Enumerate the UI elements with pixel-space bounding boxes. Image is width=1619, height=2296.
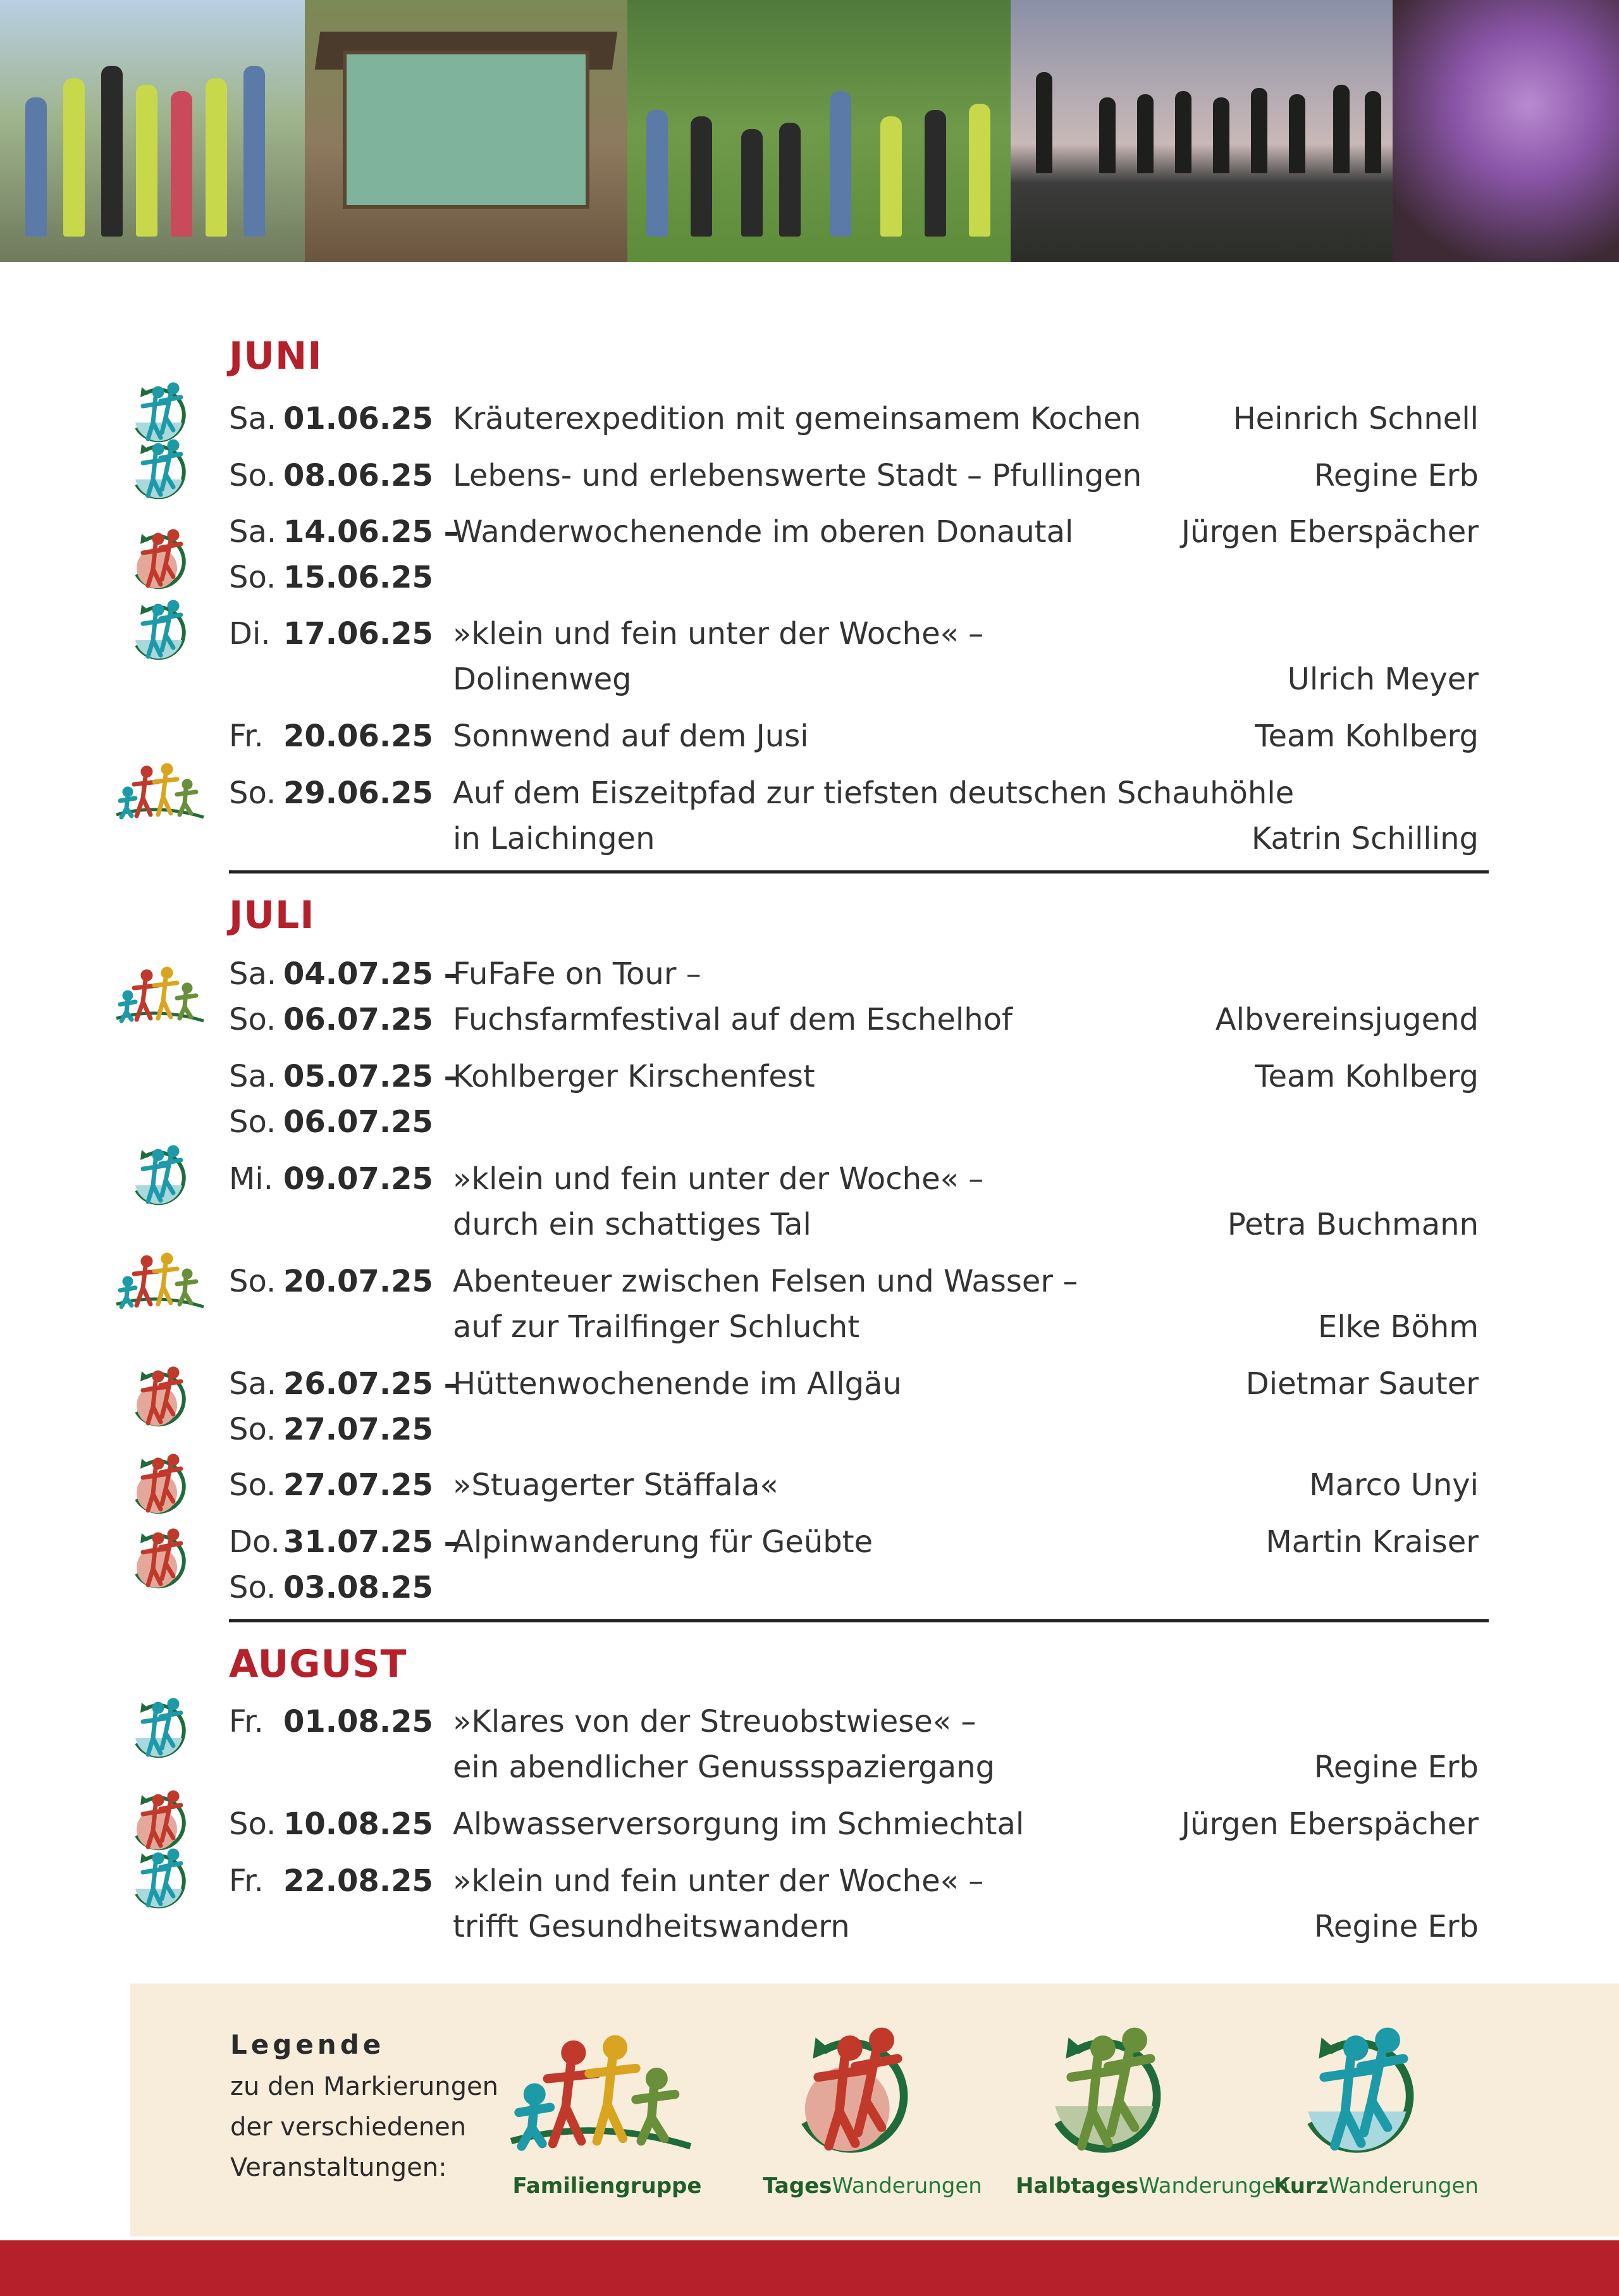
event-organizer: Elke Böhm: [1317, 1309, 1479, 1345]
event-title-cont: Fuchsfarmfestival auf dem Eschelhof: [453, 1002, 1013, 1037]
tageswanderungen-icon: [124, 1362, 194, 1432]
tageswanderungen-icon: [124, 1524, 194, 1594]
event-title: Lebens- und erlebenswerte Stadt – Pfullingen: [453, 458, 1142, 493]
event-title: Abenteuer zwischen Felsen und Wasser –: [453, 1264, 1078, 1299]
event-organizer: Team Kohlberg: [1255, 719, 1479, 754]
event-title-cont: ein abendlicher Genussspaziergang: [453, 1750, 995, 1785]
event-date: 22.08.25: [283, 1863, 433, 1899]
event-organizer: Petra Buchmann: [1227, 1207, 1479, 1242]
event-date: 10.08.25: [283, 1806, 433, 1842]
event-title: Kräuterexpedition mit gemeinsamem Kochen: [453, 401, 1142, 436]
familiengruppe-icon: [114, 1249, 206, 1312]
kurzwanderungen-icon: [124, 1844, 194, 1914]
kurzwanderungen-icon: [124, 1141, 194, 1211]
legend-label-bold: Tages: [763, 2173, 832, 2199]
event-day: Sa.: [229, 1366, 277, 1402]
event-title: »klein und fein unter der Woche« –: [453, 1161, 984, 1197]
legend-label: [763, 2173, 982, 2199]
familiengruppe-icon: [114, 759, 206, 822]
event-date-end: 06.07.25: [283, 1104, 433, 1140]
event-organizer: Ulrich Meyer: [1287, 662, 1479, 697]
month-heading: JULI: [229, 893, 315, 937]
event-title-cont: durch ein schattiges Tal: [453, 1207, 811, 1242]
event-title: »klein und fein unter der Woche« –: [453, 1863, 984, 1899]
event-date: 04.07.25 –: [283, 956, 459, 992]
legend-label: [1016, 2173, 1289, 2199]
event-organizer: Albvereinsjugend: [1215, 1002, 1479, 1037]
legend-item-halbtages: [1016, 2019, 1289, 2209]
event-day: Fr.: [229, 719, 264, 754]
section-divider: [229, 1619, 1489, 1622]
event-organizer: Team Kohlberg: [1255, 1059, 1479, 1094]
event-date: 29.06.25: [283, 775, 433, 811]
event-title: »Klares von der Streuobstwiese« –: [453, 1704, 976, 1739]
familiengruppe-icon: [506, 2025, 696, 2158]
event-organizer: Jürgen Eberspächer: [1181, 514, 1479, 550]
event-day: So.: [229, 1467, 276, 1503]
event-date: 09.07.25: [283, 1161, 433, 1197]
event-date: 20.07.25: [283, 1264, 433, 1299]
legend-label: Familiengruppe: [512, 2173, 702, 2199]
event-organizer: Katrin Schilling: [1251, 821, 1479, 856]
kurzwanderungen-icon: [124, 435, 194, 505]
tageswanderungen-icon: [775, 2019, 927, 2164]
event-date: 31.07.25 –: [283, 1524, 459, 1560]
legend-text-line: Veranstaltungen:: [230, 2153, 447, 2182]
event-title: Kohlberger Kirschenfest: [453, 1059, 815, 1094]
event-date-end: 27.07.25: [283, 1412, 433, 1447]
event-organizer: Regine Erb: [1314, 458, 1479, 493]
event-title: »Stuagerter Stäffala«: [453, 1467, 779, 1503]
event-day: Do.: [229, 1524, 280, 1560]
kurzwanderungen-icon: [124, 1694, 194, 1763]
event-date: 27.07.25: [283, 1467, 433, 1503]
event-title: Albwasserversorgung im Schmiechtal: [453, 1806, 1025, 1842]
event-day-end: So.: [229, 1570, 276, 1605]
month-heading: AUGUST: [229, 1642, 407, 1686]
event-title: Hüttenwochenende im Allgäu: [453, 1366, 902, 1402]
event-title-cont: auf zur Trailfinger Schlucht: [453, 1309, 860, 1345]
legend-label-rest: Wanderungen: [1328, 2173, 1479, 2199]
event-day: Mi.: [229, 1161, 274, 1197]
event-day-end: So.: [229, 1002, 276, 1037]
event-date: 14.06.25 –: [283, 514, 459, 550]
event-day-end: So.: [229, 560, 276, 595]
event-date: 08.06.25: [283, 458, 433, 493]
event-title-cont: in Laichingen: [453, 821, 655, 856]
halbtageswanderungen-icon: [1028, 2019, 1180, 2164]
familiengruppe-icon: [114, 963, 206, 1026]
event-day: Sa.: [229, 401, 277, 436]
legend-label-bold: Halbtages: [1016, 2173, 1139, 2199]
event-title: Wanderwochenende im oberen Donautal: [453, 514, 1074, 550]
footer-bar: [0, 2240, 1619, 2296]
event-day: Sa.: [229, 514, 277, 550]
event-title-cont: Dolinenweg: [453, 662, 632, 697]
event-day: Sa.: [229, 1059, 277, 1094]
event-date: 05.07.25 –: [283, 1059, 459, 1094]
event-date-end: 15.06.25: [283, 560, 433, 595]
month-heading: JUNI: [229, 334, 323, 378]
tageswanderungen-icon: [124, 525, 194, 595]
legend-box: [130, 1984, 1619, 2237]
event-organizer: Heinrich Schnell: [1233, 401, 1479, 436]
legend-item-tages: [763, 2019, 982, 2209]
legend-label-rest: Wanderungen: [1138, 2173, 1289, 2199]
tageswanderungen-icon: [124, 1450, 194, 1519]
event-day-end: So.: [229, 1104, 276, 1140]
event-day: Fr.: [229, 1863, 264, 1899]
legend-item-kurz: [1269, 2019, 1479, 2209]
event-day-end: So.: [229, 1412, 276, 1447]
event-title: Alpinwanderung für Geübte: [453, 1524, 873, 1560]
event-date: 01.06.25: [283, 401, 433, 436]
event-date: 20.06.25: [283, 719, 433, 754]
event-day: So.: [229, 458, 276, 493]
event-organizer: Jürgen Eberspächer: [1181, 1806, 1479, 1842]
event-day: So.: [229, 775, 276, 811]
event-organizer: Dietmar Sauter: [1245, 1366, 1479, 1402]
event-date: 26.07.25 –: [283, 1366, 459, 1402]
event-date: 17.06.25: [283, 616, 433, 651]
event-title: »klein und fein unter der Woche« –: [453, 616, 984, 651]
event-date-end: 06.07.25: [283, 1002, 433, 1037]
legend-text-line: zu den Markierungen: [230, 2072, 498, 2101]
legend-label-bold: Kurz: [1274, 2173, 1329, 2199]
event-day: Di.: [229, 616, 271, 651]
legend-label: [1269, 2173, 1484, 2199]
event-date-end: 03.08.25: [283, 1570, 433, 1605]
event-title: FuFaFe on Tour –: [453, 956, 701, 992]
event-title-cont: trifft Gesundheitswandern: [453, 1909, 850, 1944]
section-divider: [229, 870, 1489, 873]
legend-title: Legende: [230, 2029, 385, 2060]
event-title: Sonnwend auf dem Jusi: [453, 719, 809, 754]
legend-label-rest: Wanderungen: [832, 2173, 982, 2199]
event-title: Auf dem Eiszeitpfad zur tiefsten deutschen Schauhöhle: [453, 775, 1295, 811]
kurzwanderungen-icon: [1281, 2019, 1433, 2164]
event-day: Sa.: [229, 956, 277, 992]
event-day: So.: [229, 1264, 276, 1299]
event-organizer: Martin Kraiser: [1265, 1524, 1479, 1560]
event-organizer: Marco Unyi: [1309, 1467, 1479, 1503]
legend-text-line: der verschiedenen: [230, 2113, 467, 2142]
event-date: 01.08.25: [283, 1704, 433, 1739]
legend-item-familiengruppe: [500, 2019, 702, 2209]
event-day: Fr.: [229, 1704, 264, 1739]
event-organizer: Regine Erb: [1314, 1750, 1479, 1785]
event-day: So.: [229, 1806, 276, 1842]
event-organizer: Regine Erb: [1314, 1909, 1479, 1944]
kurzwanderungen-icon: [124, 596, 194, 665]
